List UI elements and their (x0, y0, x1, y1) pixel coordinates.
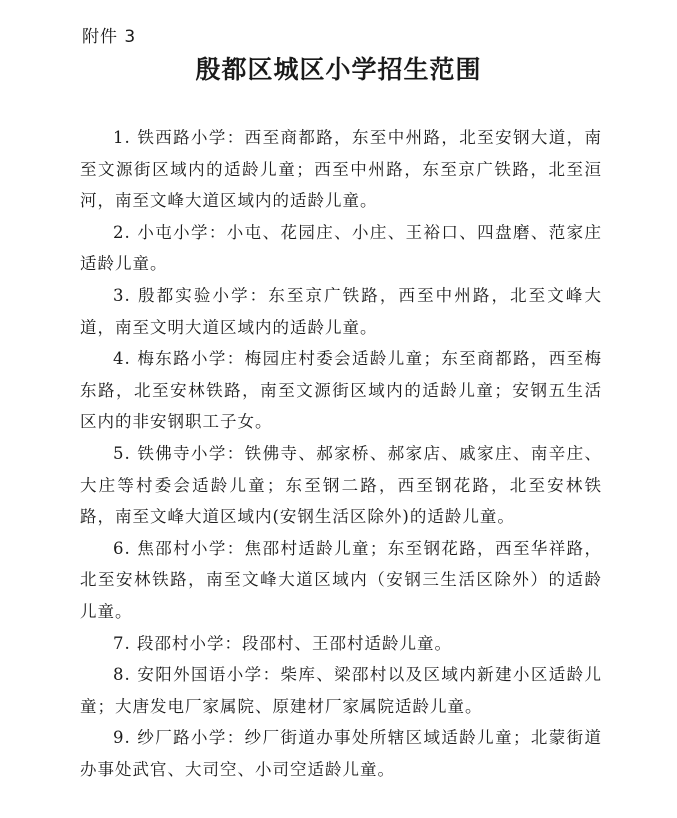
document-title: 殷都区城区小学招生范围 (195, 55, 482, 84)
paragraph-school-9: 9. 纱厂路小学：纱厂街道办事处所辖区域适龄儿童；北蒙街道办事处武官、大司空、小司空适龄儿童。 (80, 728, 602, 779)
paragraph-school-8: 8. 安阳外国语小学：柴库、梁邵村以及区域内新建小区适龄儿童；大唐发电厂家属院、原建材厂家属院适龄儿童。 (80, 665, 602, 716)
paragraph-school-1: 1. 铁西路小学：西至商都路，东至中州路，北至安钢大道，南至文源街区域内的适龄儿童；西至中州路，东至京广铁路，北至洹河，南至文峰大道区域内的适龄儿童。 (80, 128, 602, 211)
paragraph-school-4: 4. 梅东路小学：梅园庄村委会适龄儿童；东至商都路，西至梅东路，北至安林铁路，南至文源街区域内的适龄儿童；安钢五生活区内的非安钢职工子女。 (80, 349, 602, 432)
paragraph-school-6: 6. 焦邵村小学：焦邵村适龄儿童；东至钢花路，西至华祥路，北至安林铁路，南至文峰大道区域内（安钢三生活区除外）的适龄儿童。 (80, 538, 602, 621)
paragraph-school-5: 5. 铁佛寺小学：铁佛寺、郝家桥、郝家店、戚家庄、南辛庄、大庄等村委会适龄儿童；东至钢二路，西至钢花路，北至安林铁路，南至文峰大道区域内(安钢生活区除外)的适龄儿童。 (80, 443, 602, 527)
document-body (80, 122, 602, 785)
paragraph-school-2: 2. 小屯小学：小屯、花园庄、小庄、王裕口、四盘磨、范家庄适龄儿童。 (80, 222, 602, 274)
paragraph-school-7: 7. 段邵村小学：段邵村、王邵村适龄儿童。 (113, 633, 452, 653)
attachment-label: 附件 3 (82, 27, 137, 47)
paragraph-school-3: 3. 殷都实验小学：东至京广铁路，西至中州路，北至文峰大道，南至文明大道区域内的适龄儿童。 (80, 285, 602, 337)
